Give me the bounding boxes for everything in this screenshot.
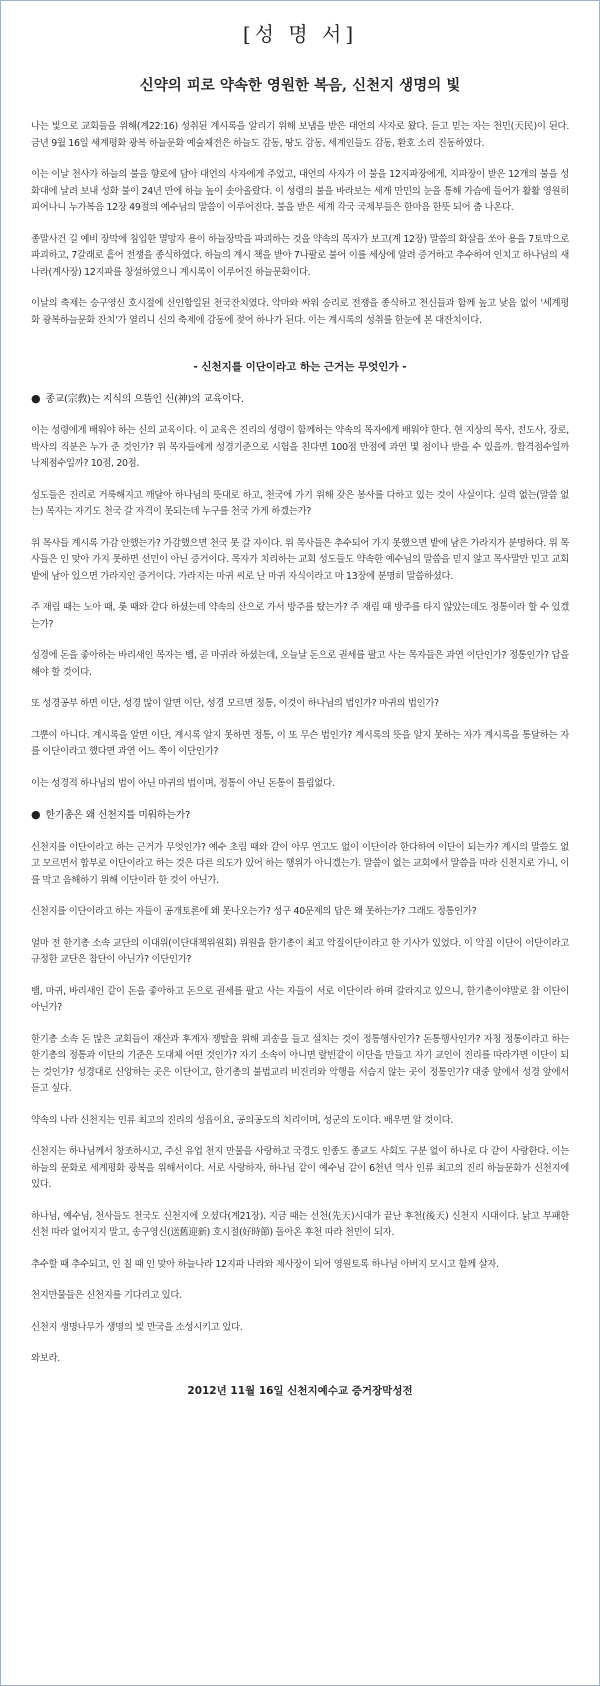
answer-paragraph: 신천지를 이단이라고 하는 근거가 무엇인가? 예수 초림 때와 같이 아무 연고도 없이 이단이라 한다하여 이단이 되는가? 계시의 말씀도 없고 모르면서 합부로 이단이라고 하는 것은 다른 의도가 있어 하는 행위가 아니겠는가. 말씀이 없는 교회에서 말씀을 따라 신천지로 가니, 이를 막고 음해하기 위해 이단이라 한 것이 아닌가.	[31, 841, 569, 886]
question-heading	[31, 391, 569, 409]
answer-paragraph: 뱀, 마귀, 바리새인 같이 돈을 좋아하고 돈으로 권세를 팔고 사는 자들이 서로 이단이라 하며 갈라지고 있으니, 한기총이야말로 참 이단이 아닌가?	[31, 985, 569, 1013]
answer-paragraph: 성도들은 진리로 거룩해지고 깨달아 하나님의 뜻대로 하고, 천국에 가기 위해 갖은 봉사를 다하고 있는 것이 사실이다. 실력 없는(말씀 없는) 목자는 자기도 천국 갈 자격이 못되는데 누구를 천국 가게 하겠는가?	[31, 489, 569, 517]
answer-paragraph: 이는 성령에게 배워야 하는 신의 교육이다. 이 교육은 진리의 성령이 함께하는 약속의 목자에게 배워야 한다. 현 지상의 목사, 전도사, 장로, 박사의 직분은 누가 준 것인가? 위 목자들에게 성경기준으로 시험을 친다면 100점 만점에 과연 몇 점이나 받을 수 있을까. 합격점수일까 낙제점수일까? 10점, 20점.	[31, 425, 569, 469]
document-body	[31, 119, 569, 1399]
answer-paragraph: 이는 성경적 하나님의 법이 아닌 마귀의 법이며, 정통이 아닌 돈통이 틀림없다.	[31, 777, 335, 789]
answer-paragraph: 위 목사들 계시록 가감 안했는가? 가감했으면 천국 못 갈 자이다. 위 목사들은 추수되어 가지 못했으면 밭에 남은 가라지가 분명하다. 위 목사들은 인 맞아 가지 못하면 선민이 아닌 증거이다. 목자가 치리하는 교회 성도들도 약속한 예수님의 말씀을 믿지 않고 목사말만 믿고 교회 밭에 남아 있으면 가라지인 증거이다. 가라지는 마귀 씨로 난 마귀 자식이라고 마 13장에 분명히 말씀하셨다.	[31, 537, 569, 582]
answer-paragraph: 그뿐이 아니다. 계시록을 알면 이단, 계시록 알지 못하면 정통, 이 또 무슨 법인가? 계시록의 뜻을 알지 못하는 자가 계시록을 통달하는 자를 이단이라고 했다면 과연 어느 쪽이 이단인가?	[31, 729, 569, 757]
bullet-icon: ●	[31, 808, 41, 821]
answer-paragraph: 주 재림 때는 노아 때, 롯 때와 같다 하셨는데 약속의 산으로 가서 방주를 탔는가? 주 재림 때 방주를 타지 않았는데도 정통이라 할 수 있겠는가?	[31, 602, 569, 630]
bullet-icon: ●	[31, 391, 41, 405]
closing-line: 신천지 생명나무가 생명의 빛 만국을 소성시키고 있다.	[31, 1321, 243, 1333]
closing-block	[31, 1288, 569, 1368]
answer-paragraph: 신천지를 이단이라고 하는 자들이 공개토론에 왜 못나오는가? 성구 40문제의 답은 왜 못하는가? 그래도 정통인가?	[31, 906, 477, 917]
answer-section	[31, 840, 569, 1274]
intro-paragraph: 나는 빛으로 교회들을 위해(계22:16) 성취된 계시록을 알리기 위해 보냄을 받은 대언의 사자로 왔다. 듣고 믿는 자는 천민(天民)이 된다. 금년 9월 16일 세계평화 광복 하늘문화 예술체전은 하늘도 감동, 땅도 감동, 세계인들도 감동, 환호 소리 진동하였다.	[31, 121, 569, 149]
question-text: 한기총은 왜 신천지를 미워하는가?	[45, 810, 190, 821]
answer-paragraph: 한기총 소속 돈 많은 교회들이 재산과 후계자 쟁탈을 위해 괴송을 들고 설치는 것이 정통행사인가? 돈통행사인가? 자칭 정통이라고 하는 한기총의 정통과 이단의 기준은 도대체 어떤 것인가? 자기 소속이 아니면 랄빈같이 이단을 만들고 자기 교인이 진리를 따라가면 이단이 되는 것인가? 성경대로 신앙하는 곳은 이단이고, 한기총의 불법교리 비진리와 악행을 서슴지 않는 곳이 정통인가? 대중 앞에서 성경 앞에서 듣고 싶다.	[31, 1033, 569, 1094]
answer-paragraph: 약속의 나라 신천지는 인류 최고의 진리의 성읍이요, 공의공도의 치리이며, 성군의 도이다. 배우면 알 것이다.	[31, 1114, 454, 1126]
signature-line: 2012년 11월 16일 신천지예수교 증거장막성전	[187, 1384, 413, 1397]
closing-line: 천지만물들은 신천지를 기다리고 있다.	[31, 1290, 182, 1301]
answer-paragraph: 얼마 전 한기총 소속 교단의 이대위(이단대책위원회) 위원을 한기총이 최고 악질이단이라고 한 기사가 있었다. 이 악질 이단이 이단이라고 규정한 교단은 참단이 아닌가? 이단인가?	[31, 937, 569, 965]
answer-paragraph: 추수할 때 추수되고, 인 칠 때 인 맞아 하늘나라 12지파 나라와 제사장이 되어 영원토록 하나님 아버지 모시고 함께 살자.	[31, 1258, 499, 1270]
document-title: [성 명 서]	[242, 22, 358, 46]
document-subtitle: 신약의 피로 약속한 영원한 복음, 신천지 생명의 빛	[139, 77, 461, 94]
question-heading	[31, 807, 569, 825]
intro-section	[31, 119, 569, 329]
intro-paragraph: 이는 이날 천사가 하늘의 불을 향로에 담아 대언의 사자에게 주었고, 대언의 사자가 이 불을 12지파장에게, 지파장이 받은 12개의 불을 성화대에 날려 보내 성화 불이 24년 만에 하늘 높이 솟아올랐다. 이 성령의 불을 바라보는 세계 만민의 눈을 통해 가슴에 들어가 활활 영원히 피어나니 누가복음 12장 49절의 예수님의 말씀이 이루어진다. 불을 받은 세계 각국 국제부들은 한마음 한뜻 되어 춤 나온다.	[31, 169, 569, 213]
closing-line: 와보라.	[31, 1353, 60, 1364]
answer-section	[31, 423, 569, 792]
answer-paragraph: 신천지는 하나님께서 창조하시고, 주신 유업 천지 만물을 사랑하고 국경도 인종도 종교도 사회도 구분 없이 하나로 다 같이 사랑한다. 이는 하늘의 문화로 세계평화 광복을 위해서이다. 서로 사랑하자, 하나님 같이 예수님 같이 6천년 역사 인류 최고의 진리 하늘문화가 신천지에 있다.	[31, 1146, 569, 1190]
answer-paragraph: 하나님, 예수님, 천사들도 천국도 신천지에 오셨다(계21장). 지금 때는 선천(先天)시대가 끝난 후천(後天) 신천지 시대이다. 낡고 부패한 선천 따라 없어지지 말고, 송구영신(送舊迎新) 호시절(好時節) 돌아온 후천 따라 천민이 되자.	[31, 1210, 569, 1238]
intro-paragraph: 종말사건 길 예비 장막에 침입한 멸망자 용이 하늘장막을 파괴하는 것을 약속의 목자가 보고(계 12장) 말씀의 화살을 쏘아 용을 7토막으로 파괴하고, 7갈래로 흩어 전쟁을 종식하였다. 하늘의 계시 책을 받아 7나팔로 불어 이를 세상에 알려 증거하고 추수하여 인치고 하나님의 새나라(계사장) 12지파를 창설하였으니 계시록이 이루어진 하늘문화이다.	[31, 233, 569, 278]
intro-paragraph: 이날의 축제는 승구영신 호시절에 신인합일된 천국잔치였다. 악마와 싸워 승리로 전쟁을 종식하고 천신들과 함께 높고 낮음 없이 '세계평화 광복하늘문화 잔치'가 열리니 신의 축제에 감동에 젖어 하나가 된다. 이는 계시록의 성취를 한눈에 본 대잔치이다.	[31, 298, 569, 326]
answer-paragraph: 성경에 돈을 좋아하는 바리새인 목자는 뱀, 곧 마귀라 하셨는데, 오늘날 돈으로 권세를 팔고 사는 목자들은 과연 이단인가? 정통인가? 답을 해야 할 것이다.	[31, 650, 569, 678]
answer-paragraph: 또 성경공부 하면 이단, 성경 많이 알면 이단, 성경 모르면 정통, 이것이 하나님의 법인가? 마귀의 법인가?	[31, 698, 439, 709]
question-text: 종교(宗敎)는 지식의 으뜸인 신(神)의 교육이다.	[45, 393, 244, 405]
section-heading: - 신천지를 이단이라고 하는 근거는 무엇인가 -	[193, 361, 407, 373]
